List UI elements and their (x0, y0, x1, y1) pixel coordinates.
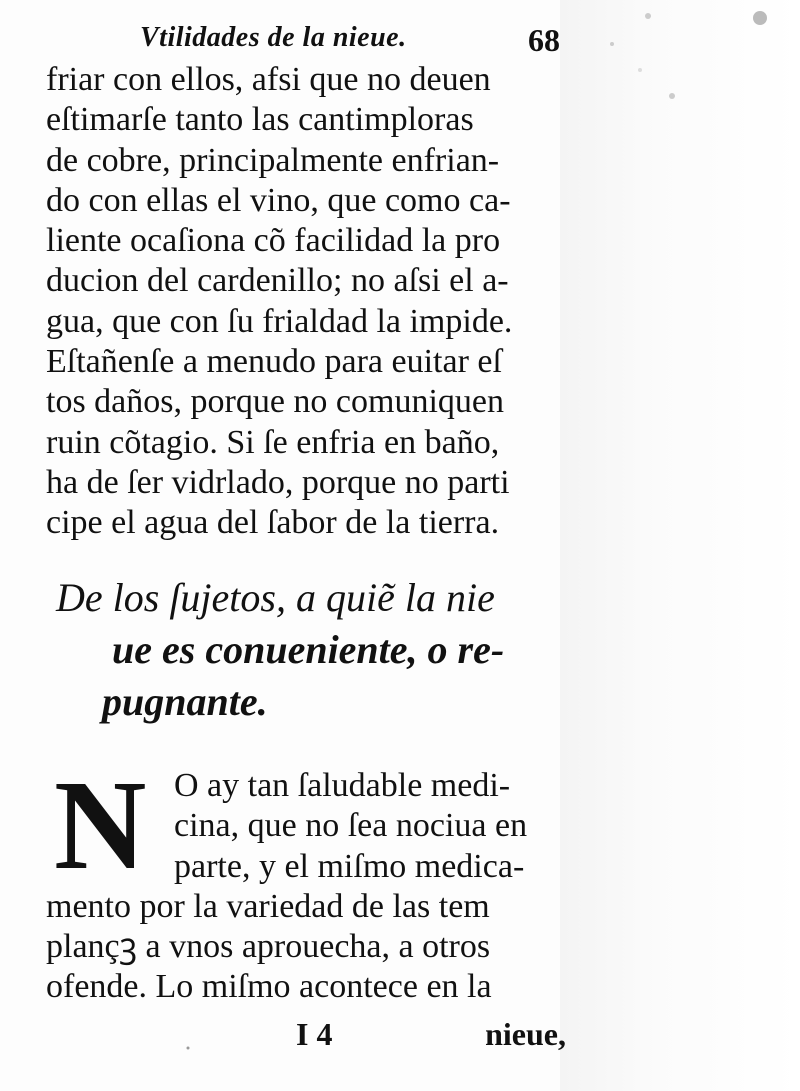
text-line: friar con ellos, afsi que no deuen (46, 61, 491, 98)
heading-line: ue es conueniente, o re- (112, 627, 505, 672)
text-line: plançꝫ a vnos aprouecha, a otros (46, 928, 491, 966)
heading-line: pugnante. (102, 679, 268, 724)
text-line: de cobre, principalmente enfrian- (46, 141, 500, 179)
heading-line: De los ſujetos, a quiẽ la nie (56, 575, 495, 620)
page-footer (296, 1016, 576, 1066)
text-line: cina, que no ſea nociua en (174, 807, 528, 845)
running-head-title: Vtilidades de la nieue. (140, 22, 407, 53)
text-line: do con ellas el vino, que como ca- (46, 181, 511, 219)
text-line: eſtimarſe tanto las cantimploras (46, 101, 474, 139)
text-line: ruin cõtagio. Si ſe enfria en baño, (46, 423, 500, 461)
catchword: nieue, (485, 1016, 566, 1052)
text-line: O ay tan ſaludable medi- (174, 767, 511, 804)
text-line: Eſtañenſe a menudo para euitar eſ (46, 343, 502, 381)
text-line: ducion del cardenillo; no aſsi el a- (46, 262, 509, 300)
page-margin-shading (560, 0, 800, 1091)
running-head (140, 18, 570, 58)
text-line: tos daños, porque no comuniquen (46, 383, 504, 421)
page-number: 68 (528, 22, 560, 58)
text-line: ha de ſer vidrlado, porque no parti (46, 463, 510, 501)
drop-cap-initial: N (54, 754, 147, 896)
text-line: gua, que con ſu frialdad la impide. (46, 302, 513, 340)
signature-mark: I 4 (296, 1016, 333, 1052)
paragraph-2 (46, 754, 576, 1008)
text-line: cipe el agua del ſabor de la tierra. (46, 504, 500, 542)
section-heading (46, 572, 576, 728)
text-line: mento por la variedad de las tem (46, 887, 490, 925)
text-line: parte, y el miſmo medica- (174, 847, 525, 885)
text-line: ofende. Lo miſmo acontece en la (46, 968, 492, 1006)
paragraph-1 (46, 60, 576, 544)
text-line: liente ocaſiona cõ facilidad la pro (46, 222, 501, 260)
